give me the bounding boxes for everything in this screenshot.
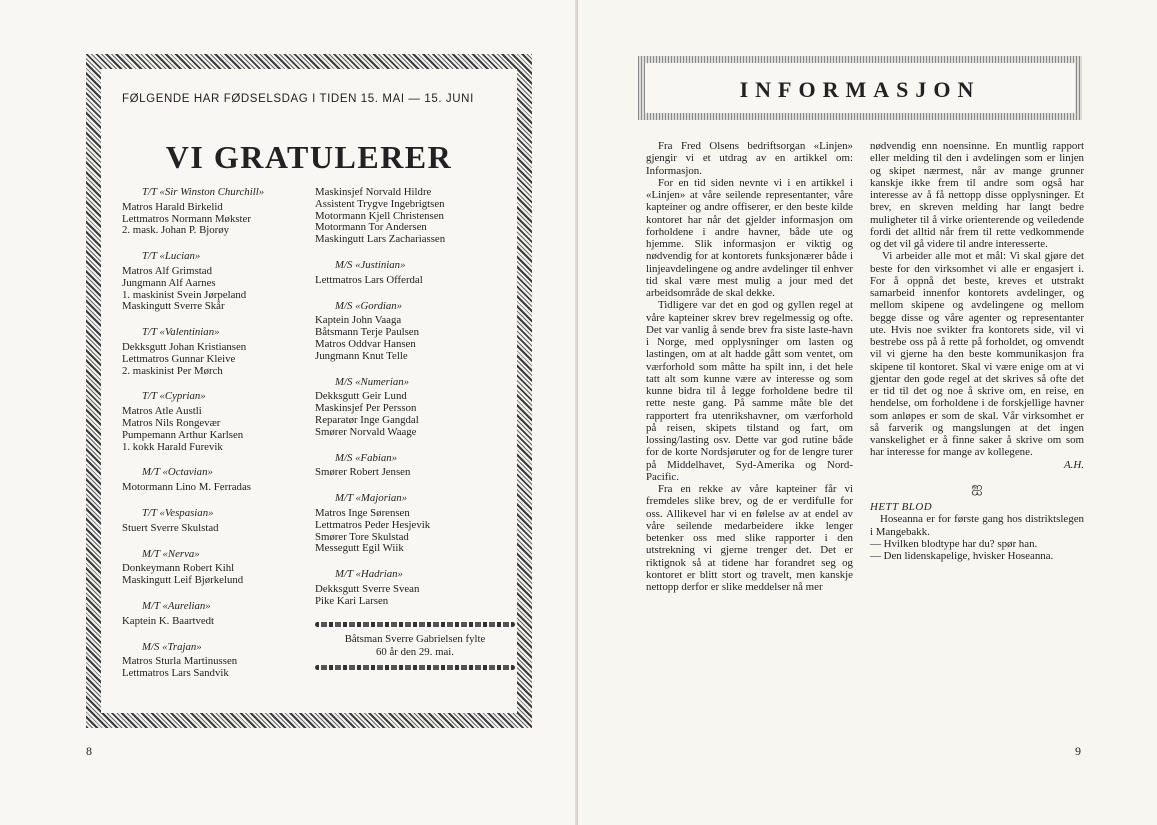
ship-name: T/T «Lucian» — [142, 250, 201, 263]
crew-member: Reparatør Inge Gangdal — [315, 413, 419, 426]
anniversary-note — [315, 633, 515, 659]
crew-member: Stuert Sverre Skulstad — [122, 521, 219, 534]
article-column-1 — [646, 140, 853, 593]
ship-block — [122, 251, 312, 313]
crew-member: Kaptein K. Baartvedt — [122, 614, 215, 627]
article-paragraph: Vi arbeider alle mot et mål: Vi skal gjøre det beste for den virksomhet vi alle er engasjert i. For å oppnå det beste, kreves et utstrakt samarbeid innenfor kontorets avdelinger, og mellom skipene og avdelingene og mellom begge disse og våre agenter og representanter ute. Hvis noe svikter fra kontorets side, vil vi bestrebe oss på å rette på forholdet, og omvendt vil vi gjerne ha den beste kommunikasjon fra skipene til kontoret. Skal vi være enige om at vi gjentar den gode regel at det skrives så ofte det er tid til det og noe å skrive om, en reise, en hendelse, om forholdene i de forskjellige havner som anløpes er som de skal. Vår virksomhet er så farverik og mangslungen at det ingen vanskelighet er å finne saker å skrive om som har interesse for mange av kollegene. — [870, 250, 1084, 459]
ship-block — [315, 493, 515, 555]
ship-name: M/T «Aurelian» — [142, 599, 211, 612]
crew-member: Jungmann Alf Aarnes — [122, 276, 216, 289]
crew-member: Matros Oddvar Hansen — [315, 337, 416, 350]
ship-name: M/S «Numerian» — [335, 375, 410, 388]
crew-member: Maskingutt Lars Zachariassen — [315, 233, 446, 246]
crew-member: Maskinsjef Norvald Hildre — [315, 186, 432, 198]
crew-member: Lettmatros Normann Møkster — [122, 212, 251, 225]
ship-block — [122, 642, 312, 680]
ship-block — [122, 327, 312, 377]
crew-member: 1. maskinist Svein Jørpeland — [122, 288, 247, 301]
congrats-column-right — [315, 187, 515, 676]
anecdote-hett-blod — [870, 501, 1084, 562]
crew-member: Maskingutt Leif Bjørkelund — [122, 574, 244, 587]
anecdote-line: — Den lidenskapelige, hvisker Hoseanna. — [870, 550, 1054, 562]
ship-name: M/S «Justinian» — [335, 258, 406, 271]
anecdote-line: — Hvilken blodtype har du? spør han. — [870, 537, 1038, 550]
crew-member: Smører Tore Skulstad — [315, 530, 409, 543]
crew-member: Lettmatros Peder Hesjevik — [315, 518, 431, 531]
ship-block — [122, 467, 312, 494]
crew-member: Dekksgutt Johan Kristiansen — [122, 340, 247, 353]
ship-name: M/S «Fabian» — [335, 451, 398, 464]
crew-member: Matros Nils Rongevær — [122, 416, 221, 429]
section-title: INFORMASJON — [739, 77, 981, 102]
ship-block — [122, 601, 312, 628]
crew-member: Smører Norvald Waage — [315, 425, 417, 438]
ship-block — [315, 260, 515, 287]
ship-block — [122, 549, 312, 587]
crew-member: Matros Inge Sørensen — [315, 506, 410, 519]
ship-block — [122, 508, 312, 535]
ship-name: T/T «Valentinian» — [142, 326, 220, 339]
crew-member: 1. kokk Harald Furevik — [122, 440, 223, 453]
title-box — [638, 56, 1082, 120]
ship-name: M/S «Trajan» — [142, 640, 202, 653]
wavy-divider — [315, 622, 515, 627]
page-title: VI GRATULERER — [165, 139, 453, 175]
crew-member: Pumpemann Arthur Karlsen — [122, 428, 244, 441]
article-paragraph: nødvendig enn noensinne. En muntlig rapport eller melding til den i avdelingen som er linjen og skipet nærmest, når av mange grunner kanskje ikke frem til andre som også har interesse av å få nettopp disse opplysninger. Et brev, en skreven melding har langt bedre muligheter til å virke orienterende og veiledende fordi det alltid når frem til rette vedkommende og det vil gå videre til andre interesserte. — [870, 140, 1084, 250]
crew-member: Jungmann Knut Telle — [315, 349, 408, 362]
crew-member: Kaptein John Vaaga — [315, 314, 402, 327]
crew-member: Lettmatros Gunnar Kleive — [122, 352, 236, 365]
ship-name: M/T «Octavian» — [142, 466, 213, 479]
crew-member: Dekksgutt Sverre Svean — [315, 582, 420, 595]
crew-member: Dekksgutt Geir Lund — [315, 390, 407, 403]
ship-name: T/T «Sir Winston Churchill» — [142, 186, 265, 198]
crew-member: Matros Alf Grimstad — [122, 264, 212, 277]
crew-member: 2. mask. Johan P. Bjorøy — [122, 224, 230, 237]
ship-block — [122, 187, 312, 237]
decorative-border-frame — [86, 54, 532, 728]
article-paragraph: Fra Fred Olsens bedriftsorgan «Linjen» gjengir vi et utdrag av en artikkel om: Informasjon. — [646, 140, 853, 177]
article-paragraph: For en tid siden nevnte vi i en artikkel i «Linjen» at våre seilende representanter, våre kapteiner og andre offiserer, er den beste kilde kontoret har når det gjelder informasjon om forholdene i andre havner, både ute og hjemme. Slik informasjon er viktig og nødvendig for at kontorets funksjonærer både i linjeavdelingene og andre avdelinger til enhver tid skal være mest mulig a jour med det arbeidsområde de skal dekke. — [646, 176, 853, 299]
crew-member: Båtsmann Terje Paulsen — [315, 326, 419, 339]
crew-member: Pike Kari Larsen — [315, 594, 389, 607]
ship-block — [315, 453, 515, 480]
congrats-column-left — [122, 187, 312, 694]
crew-member: 2. maskinist Per Mørch — [122, 364, 223, 377]
page-number: 8 — [86, 744, 92, 758]
crew-member: Lettmatros Lars Sandvik — [122, 667, 229, 680]
ship-name: M/T «Nerva» — [142, 547, 200, 560]
note-line-1: Båtsman Sverre Gabrielsen fylte — [344, 632, 486, 645]
crew-member: Assistent Trygve Ingebrigtsen — [315, 197, 445, 210]
ship-name: M/T «Majorian» — [335, 492, 408, 505]
crew-member: Matros Atle Austli — [122, 405, 202, 418]
ship-block — [315, 377, 515, 439]
ship-block — [315, 301, 515, 363]
crew-member: Maskingutt Sverre Skår — [122, 300, 225, 313]
crew-member: Motormann Lino M. Ferradas — [122, 481, 251, 494]
crew-member: Messegutt Egil Wiik — [315, 542, 404, 555]
birthday-heading: FØLGENDE HAR FØDSELSDAG I TIDEN 15. MAI — 15. JUNI — [122, 93, 474, 105]
article-column-2 — [870, 140, 1084, 562]
crew-member: Matros Harald Birkelid — [122, 200, 223, 213]
wavy-divider — [315, 665, 515, 670]
left-page — [0, 0, 578, 825]
ornament-icon: ஐ — [971, 480, 983, 496]
ship-name: M/T «Hadrian» — [335, 568, 403, 581]
ship-block — [122, 391, 312, 453]
article-paragraph: Fra en rekke av våre kapteiner får vi fremdeles slike brev, og de er verdifulle for oss. Allikevel har vi en følelse av at endel av våre seilende medarbeidere ikke lenger betenker oss med slike rapporter i den utstrekning vi gjerne trenger det. Det er riktignok så at tidene har forandret seg og kontoret er blitt stort og travelt, men kanskje nettopp derfor er slike meddelser nå mer — [646, 483, 853, 593]
ship-name: T/T «Cyprian» — [142, 390, 206, 403]
ship-block — [315, 569, 515, 607]
note-line-2: 60 år den 29. mai. — [376, 645, 454, 658]
page-number: 9 — [1075, 744, 1081, 758]
anecdote-line: Hoseanna er for første gang hos distriktslegen i Mangebakk. — [870, 513, 1084, 538]
crew-member: Smører Robert Jensen — [315, 466, 411, 479]
ship-name: M/S «Gordian» — [335, 299, 403, 312]
crew-member: Motormann Kjell Christensen — [315, 209, 444, 222]
author-signature: A.H. — [1064, 458, 1084, 471]
crew-member: Donkeymann Robert Kihl — [122, 562, 235, 575]
ship-name: T/T «Vespasian» — [142, 506, 214, 519]
anecdote-title: HETT BLOD — [870, 501, 933, 513]
crew-member: Maskinsjef Per Persson — [315, 402, 417, 415]
ship-block-continued — [315, 187, 515, 246]
crew-member: Matros Sturla Martinussen — [122, 655, 238, 668]
crew-member: Lettmatros Lars Offerdal — [315, 273, 423, 286]
right-page — [578, 0, 1157, 825]
article-paragraph: Tidligere var det en god og gyllen regel at våre kapteiner skrev brev regelmessig og ofte. Det var vanlig å sende brev fra siste laste-havn i Norge, med opplysninger om lasten og lastingen, om at alt hadde gått som ventet, om værforhold som måtte ha spilt inn, i det hele tatt alt som kunne være av interesse og som kunne bidra til å legge forholdene bedre til rette neste gang. På samme måte ble det rapportert fra utenrikshavner, om værforhold på reisen, skipets tilstand og fart, om lossing/lasting osv. Dette var god rutine både for de korte Nordsjøruter og for de lengre turer på Middelhavet, Syd-Amerika og Nord-Pacific. — [646, 299, 853, 483]
crew-member: Motormann Tor Andersen — [315, 221, 427, 234]
